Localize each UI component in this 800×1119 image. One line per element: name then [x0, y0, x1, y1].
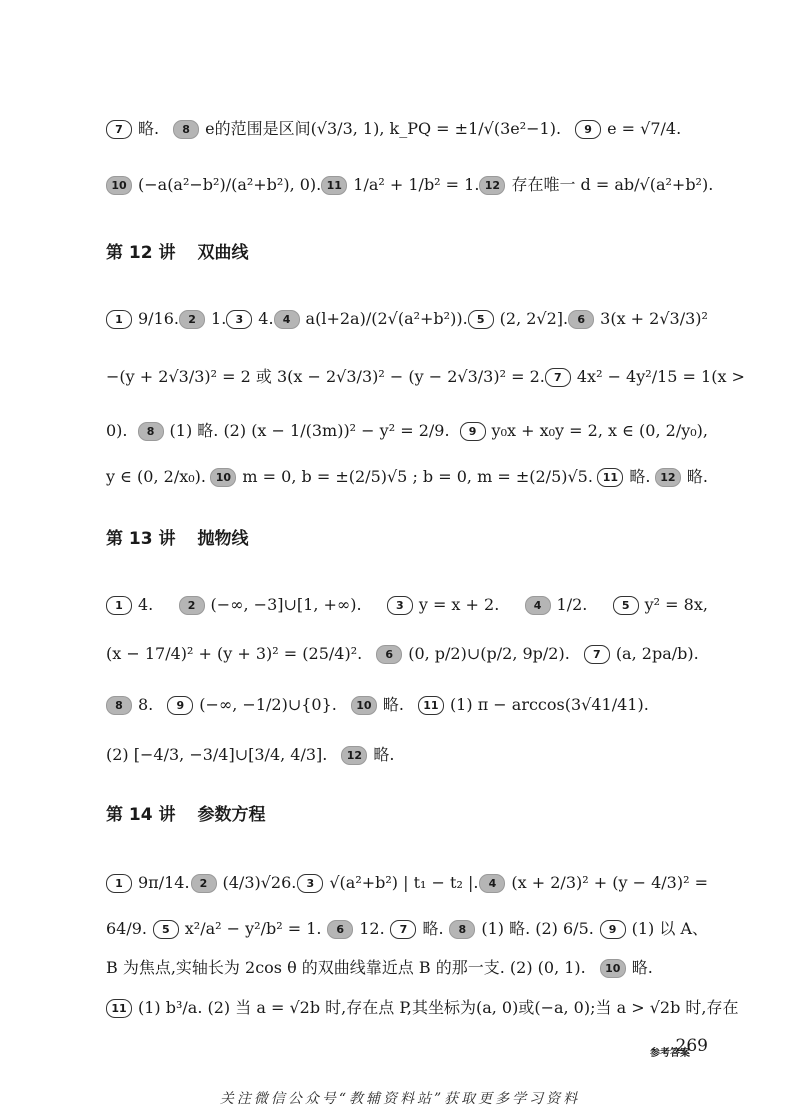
answer-text: (x + 2/3)² + (y − 4/3)² = — [511, 873, 708, 892]
answer-text: y₀x + x₀y = 2, x ∈ (0, 2/y₀), — [491, 421, 708, 440]
answer-item — [525, 594, 588, 616]
answer-text: (−∞, −1/2)∪{0}. — [199, 695, 337, 714]
answer-item — [584, 643, 699, 665]
ch14-answer-line — [106, 872, 708, 894]
answer-item — [106, 744, 327, 766]
question-number-badge: 12 — [479, 176, 505, 195]
lecture-heading — [106, 524, 249, 549]
answer-item — [106, 957, 586, 979]
question-number-badge: 1 — [106, 874, 132, 893]
answer-text: 3(x + 2√3/3)² — [600, 309, 708, 328]
answer-text: (1) 以 A、 — [631, 919, 709, 938]
question-number-badge: 8 — [138, 422, 164, 441]
answer-text: B 为焦点,实轴长为 2cos θ 的双曲线靠近点 B 的那一支. (2) (0, 1). — [106, 958, 586, 977]
question-number-badge: 7 — [106, 120, 132, 139]
question-number-badge: 7 — [545, 368, 571, 387]
answer-item — [179, 594, 362, 616]
answer-text: 9/16. — [138, 309, 180, 328]
answer-item — [613, 594, 708, 616]
answer-text: 8. — [138, 695, 154, 714]
answer-text: x²/a² − y²/b² = 1. — [184, 919, 322, 938]
ch12-answer-line — [106, 308, 708, 330]
answer-text: 略. — [382, 695, 404, 714]
answer-text: e的范围是区间(√3/3, 1), k_PQ = ±1/√(3e²−1). — [205, 119, 562, 138]
question-number-badge: 12 — [341, 746, 367, 765]
answer-text: 略. — [629, 467, 651, 486]
answer-item — [655, 466, 708, 488]
answer-item — [210, 466, 593, 488]
answer-text: (4/3)√26. — [222, 873, 297, 892]
answer-text: 4x² − 4y²/15 = 1(x > — [576, 367, 745, 386]
question-number-badge: 9 — [600, 920, 626, 939]
lecture-number: 第 14 讲 — [106, 805, 176, 825]
question-number-badge: 1 — [106, 310, 132, 329]
lecture-number: 第 13 讲 — [106, 529, 176, 549]
answer-item — [274, 308, 468, 330]
answer-item — [568, 308, 708, 330]
watermark: 关注微信公众号“教辅资料站”获取更多学习资料 — [219, 1091, 581, 1107]
answer-text: e = √7/4. — [607, 119, 682, 138]
question-number-badge: 5 — [613, 596, 639, 615]
lecture-topic: 参数方程 — [197, 805, 266, 825]
answer-text: (1) 略. (2) (x − 1/(3m))² − y² = 2/9. — [169, 421, 450, 440]
answer-text: (1) b³/a. (2) 当 a = √2b 时,存在点 P,其坐标为(a, 0)或(−a, 0);当 a > √2b 时,存在 — [138, 998, 739, 1017]
question-number-badge: 3 — [387, 596, 413, 615]
answer-text: −(y + 2√3/3)² = 2 或 3(x − 2√3/3)² − (y − 2√3/3)² = 2. — [106, 367, 545, 386]
answer-text: (1) π − arccos(3√41/41). — [449, 695, 649, 714]
question-number-badge: 6 — [376, 645, 402, 664]
lecture-topic: 抛物线 — [197, 529, 249, 549]
ch12-answer-line — [106, 466, 708, 488]
answer-text: (2, 2√2]. — [499, 309, 569, 328]
question-number-badge: 11 — [418, 696, 444, 715]
question-number-badge: 3 — [297, 874, 323, 893]
answer-item — [106, 997, 739, 1019]
answer-text: y ∈ (0, 2/x₀). — [106, 467, 206, 486]
lecture-heading — [106, 800, 266, 825]
question-number-badge: 8 — [106, 696, 132, 715]
footer-label: 参考答案 — [650, 1048, 690, 1059]
ch13-answer-line — [106, 744, 708, 766]
answer-text: 略. — [422, 919, 444, 938]
answer-text: (a, 2pa/b). — [615, 644, 699, 663]
answer-item — [173, 118, 561, 140]
question-number-badge: 4 — [525, 596, 551, 615]
answer-item — [106, 594, 153, 616]
answer-text: 9π/14. — [138, 873, 190, 892]
question-number-badge: 5 — [468, 310, 494, 329]
answer-item — [106, 918, 147, 940]
answer-item — [387, 594, 499, 616]
question-number-badge: 6 — [568, 310, 594, 329]
answer-item — [418, 694, 649, 716]
question-number-badge: 4 — [479, 874, 505, 893]
ch11-answer-line — [106, 174, 714, 196]
question-number-badge: 5 — [153, 920, 179, 939]
question-number-badge: 2 — [179, 596, 205, 615]
question-number-badge: 10 — [351, 696, 377, 715]
answer-text: 0). — [106, 421, 128, 440]
question-number-badge: 4 — [274, 310, 300, 329]
question-number-badge: 1 — [106, 596, 132, 615]
answer-item — [106, 872, 190, 894]
ch14-answer-line — [106, 957, 708, 979]
lecture-number: 第 12 讲 — [106, 243, 176, 263]
answer-item — [327, 918, 384, 940]
answer-text: (1) 略. (2) 6/5. — [481, 919, 594, 938]
answer-text: √(a²+b²) | t₁ − t₂ |. — [329, 873, 479, 892]
answer-item — [321, 174, 479, 196]
question-number-badge: 8 — [173, 120, 199, 139]
ch14-answer-line — [106, 997, 739, 1019]
question-number-badge: 6 — [327, 920, 353, 939]
answer-item — [179, 308, 226, 330]
question-number-badge: 8 — [449, 920, 475, 939]
ch13-answer-line — [106, 643, 708, 665]
answer-item — [479, 174, 713, 196]
page-number: 269 — [675, 1036, 708, 1056]
answer-text: 略. — [373, 745, 395, 764]
answer-text: 略. — [686, 467, 709, 486]
answer-item — [479, 872, 708, 894]
question-number-badge: 10 — [106, 176, 132, 195]
answer-text: 64/9. — [106, 919, 148, 938]
answer-item — [191, 872, 297, 894]
question-number-badge: 7 — [584, 645, 610, 664]
lecture-topic: 双曲线 — [197, 243, 249, 263]
answer-item — [600, 918, 708, 940]
answer-text: 略. — [138, 119, 160, 138]
ch12-answer-line — [106, 420, 708, 442]
answer-item — [545, 366, 745, 388]
question-number-badge: 2 — [191, 874, 217, 893]
answer-text: a(l+2a)/(2√(a²+b²)). — [305, 309, 468, 328]
answer-item — [138, 420, 450, 442]
ch13-answer-line — [106, 594, 708, 616]
question-number-badge: 11 — [597, 468, 623, 487]
answer-text: 12. — [359, 919, 385, 938]
answer-text: 略. — [631, 958, 653, 977]
answer-item — [597, 466, 650, 488]
lecture-heading — [106, 238, 249, 263]
answer-item — [106, 174, 321, 196]
answer-text: 4. — [258, 309, 274, 328]
question-number-badge: 11 — [106, 999, 132, 1018]
answer-text: 4. — [138, 595, 154, 614]
ch14-answer-line — [106, 918, 708, 940]
answer-item — [106, 694, 153, 716]
answer-item — [106, 420, 128, 442]
ch11-answer-line — [106, 118, 708, 140]
answer-item — [226, 308, 273, 330]
answer-text: (−a(a²−b²)/(a²+b²), 0). — [138, 175, 322, 194]
question-number-badge: 3 — [226, 310, 252, 329]
answer-item — [351, 694, 404, 716]
answer-item — [449, 918, 594, 940]
answer-item — [460, 420, 708, 442]
ch12-answer-line — [106, 366, 745, 388]
answer-item — [468, 308, 568, 330]
answer-text: (2) [−4/3, −3/4]∪[3/4, 4/3]. — [106, 745, 328, 764]
question-number-badge: 10 — [210, 468, 236, 487]
answer-text: y = x + 2. — [418, 595, 500, 614]
question-number-badge: 10 — [600, 959, 626, 978]
answer-item — [106, 643, 362, 665]
answer-text: (0, p/2)∪(p/2, 9p/2). — [408, 644, 570, 663]
answer-item — [600, 957, 653, 979]
answer-item — [106, 466, 206, 488]
answer-text: 1/a² + 1/b² = 1. — [353, 175, 480, 194]
ch13-answer-line — [106, 694, 708, 716]
answer-item — [390, 918, 443, 940]
question-number-badge: 7 — [390, 920, 416, 939]
answer-text: y² = 8x, — [644, 595, 708, 614]
answer-text: 1/2. — [556, 595, 588, 614]
answer-item — [341, 744, 394, 766]
question-number-badge: 11 — [321, 176, 347, 195]
question-number-badge: 9 — [460, 422, 486, 441]
answer-text: 1. — [211, 309, 227, 328]
answer-item — [575, 118, 681, 140]
answer-text: m = 0, b = ±(2/5)√5 ; b = 0, m = ±(2/5)√5. — [242, 467, 593, 486]
question-number-badge: 2 — [179, 310, 205, 329]
question-number-badge: 12 — [655, 468, 681, 487]
answer-item — [153, 918, 322, 940]
answer-text: (−∞, −3]∪[1, +∞). — [210, 595, 362, 614]
question-number-badge: 9 — [167, 696, 193, 715]
answer-item — [376, 643, 570, 665]
question-number-badge: 9 — [575, 120, 601, 139]
answer-item — [297, 872, 478, 894]
answer-item — [106, 118, 159, 140]
answer-item — [167, 694, 337, 716]
answer-item — [106, 308, 179, 330]
answer-text: (x − 17/4)² + (y + 3)² = (25/4)². — [106, 644, 363, 663]
answer-text: 存在唯一 d = ab/√(a²+b²). — [511, 175, 714, 194]
